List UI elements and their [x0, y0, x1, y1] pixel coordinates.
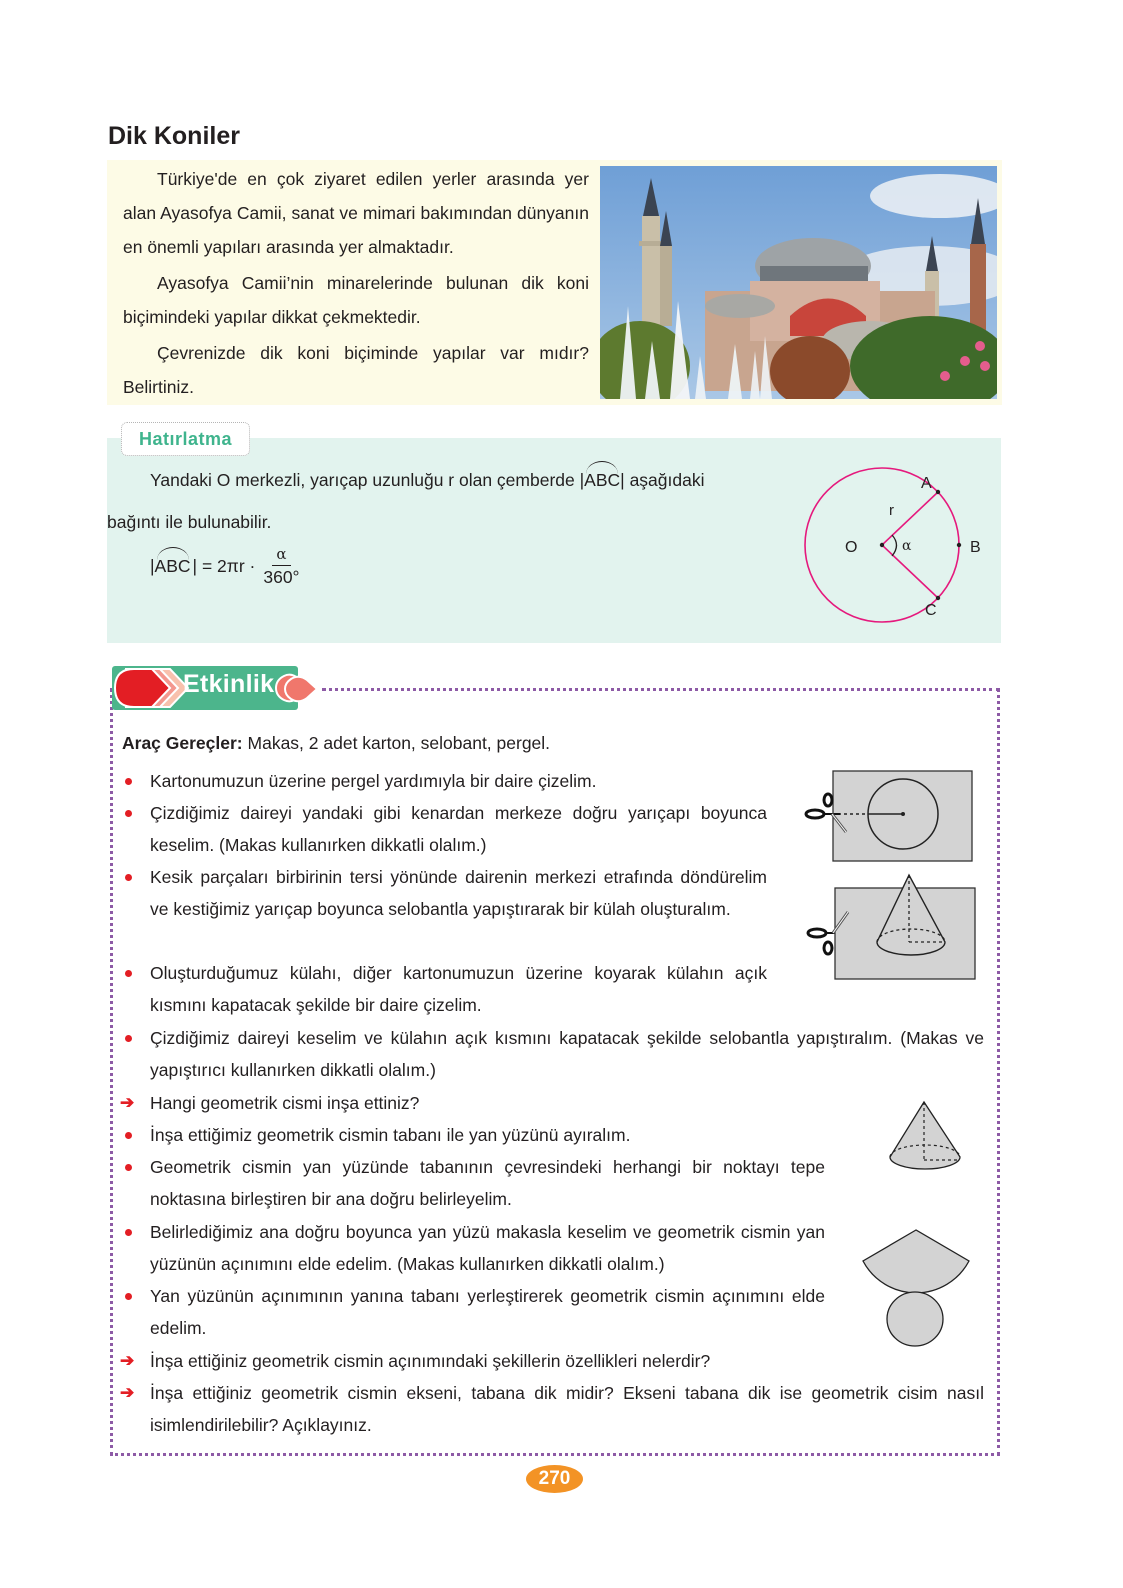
etkinlik-drop-icon [283, 675, 323, 703]
formula-rhs: | = 2πr · [192, 556, 256, 576]
reminder-text-line2: bağıntı ile bulunabilir. [107, 512, 272, 532]
reminder-tab: Hatırlatma [121, 422, 250, 456]
label-b: B [970, 539, 981, 556]
carton-cone-figure [800, 870, 980, 982]
cone-figure [885, 1100, 965, 1175]
ayasofya-photo [600, 166, 997, 399]
page-number: 270 [526, 1465, 583, 1493]
bullet-icon [125, 810, 132, 817]
list-item: Çizdiğimiz daireyi yandaki gibi kenardan merkeze doğru yarıçapı boyunca keselim. (Makas kullanırken dikkatli olalım.) [122, 797, 767, 861]
tools-label: Araç Gereçler: [122, 733, 243, 753]
list-item: İnşa ettiğimiz geometrik cismin tabanı ile yan yüzünü ayıralım. [122, 1119, 822, 1151]
intro-text [123, 162, 589, 406]
intro-paragraph: Türkiye'de en çok ziyaret edilen yerler arasında yer alan Ayasofya Camii, sanat ve mimari bakımından dünyanın en önemli yapıları arasında yer almaktadır. [123, 169, 589, 257]
list-item: Kesik parçaları birbirinin tersi yönünde dairenin merkezi etrafında döndürelim ve kestiğimiz yarıçap boyunca selobantla yapıştırarak bir külah oluşturalım. [122, 861, 767, 925]
list-item: Oluşturduğumuz külahı, diğer kartonumuzun üzerine koyarak külahın açık kısmını kapatacak şekilde bir daire çizelim. [122, 957, 767, 1021]
list-item: Yan yüzünün açınımının yanına tabanı yerleştirerek geometrik cismin açınımını elde edelim. [122, 1280, 825, 1344]
label-c: C [925, 602, 937, 619]
ayasofya-image-icon [600, 166, 997, 399]
bullet-icon [125, 1164, 132, 1171]
formula-bar: | [150, 556, 155, 576]
question-item: ➔ İnşa ettiğiniz geometrik cismin açınımındaki şekillerin özellikleri nelerdir? [122, 1345, 984, 1377]
bullet-icon [125, 970, 132, 977]
arc-abc-label: ABC [584, 470, 621, 490]
bullet-icon [125, 874, 132, 881]
label-a: A [921, 475, 932, 492]
list-item: Kartonumuzun üzerine pergel yardımıyla bir daire çizelim. [122, 765, 782, 797]
reminder-text-line1 [150, 470, 704, 491]
activity-top-border [322, 688, 1000, 691]
intro-paragraph: Çevrenizde dik koni biçiminde yapılar var mıdır? Belirtiniz. [123, 343, 589, 397]
tools-line [122, 733, 550, 754]
circle-sector-diagram [785, 465, 985, 640]
cone-net-figure [860, 1228, 972, 1348]
question-item: ➔ Hangi geometrik cismi inşa ettiniz? [122, 1087, 822, 1119]
fraction-numerator: α [272, 545, 290, 566]
arrow-right-icon: ➔ [120, 1093, 135, 1112]
tools-value: Makas, 2 adet karton, selobant, pergel. [242, 733, 551, 753]
bullet-icon [125, 1132, 132, 1139]
label-o: O [845, 539, 858, 556]
question-item: ➔ İnşa ettiğiniz geometrik cismin ekseni, tabana dik midir? Ekseni tabana dik ise geometrik cisim nasıl isimlendirilebilir? Açıklayınız. [122, 1377, 984, 1441]
page-title: Dik Koniler [108, 122, 240, 150]
bullet-icon [125, 1229, 132, 1236]
fraction-denominator: 360° [263, 567, 300, 587]
etkinlik-label: Etkinlik [183, 670, 275, 698]
bullet-icon [125, 778, 132, 785]
arc-length-formula [150, 545, 300, 588]
label-r: r [889, 502, 894, 519]
intro-paragraph: Ayasofya Camii’nin minarelerinde bulunan dik koni biçimindeki yapılar dikkat çekmektedir. [123, 273, 589, 327]
list-item: Çizdiğimiz daireyi keselim ve külahın açık kısmını kapatacak şekilde selobantla yapıştıralım. (Makas ve yapıştırıcı kullanırken dikkatli olalım.) [122, 1022, 984, 1086]
formula-arc: ABC [154, 556, 191, 576]
list-item: Belirlediğimiz ana doğru boyunca yan yüzü makasla keselim ve geometrik cismin yan yüzünün açınımını elde edelim. (Makas kullanırken dikkatli olalım.) [122, 1216, 825, 1280]
bullet-icon [125, 1293, 132, 1300]
intro-box [107, 160, 1002, 405]
arrow-right-icon: ➔ [120, 1351, 135, 1370]
reminder-text: Yandaki O merkezli, yarıçap uzunluğu r olan çemberde | [150, 470, 585, 490]
formula-fraction [263, 545, 299, 588]
list-item: Geometrik cismin yan yüzünde tabanının çevresindeki herhangi bir noktayı tepe noktasına birleştiren bir ana doğru belirleyelim. [122, 1151, 825, 1215]
label-alpha: α [902, 538, 912, 554]
reminder-text: | aşağıdaki [620, 470, 705, 490]
bullet-icon [125, 1035, 132, 1042]
arrow-right-icon: ➔ [120, 1383, 135, 1402]
carton-circle-cut-figure [800, 768, 978, 864]
